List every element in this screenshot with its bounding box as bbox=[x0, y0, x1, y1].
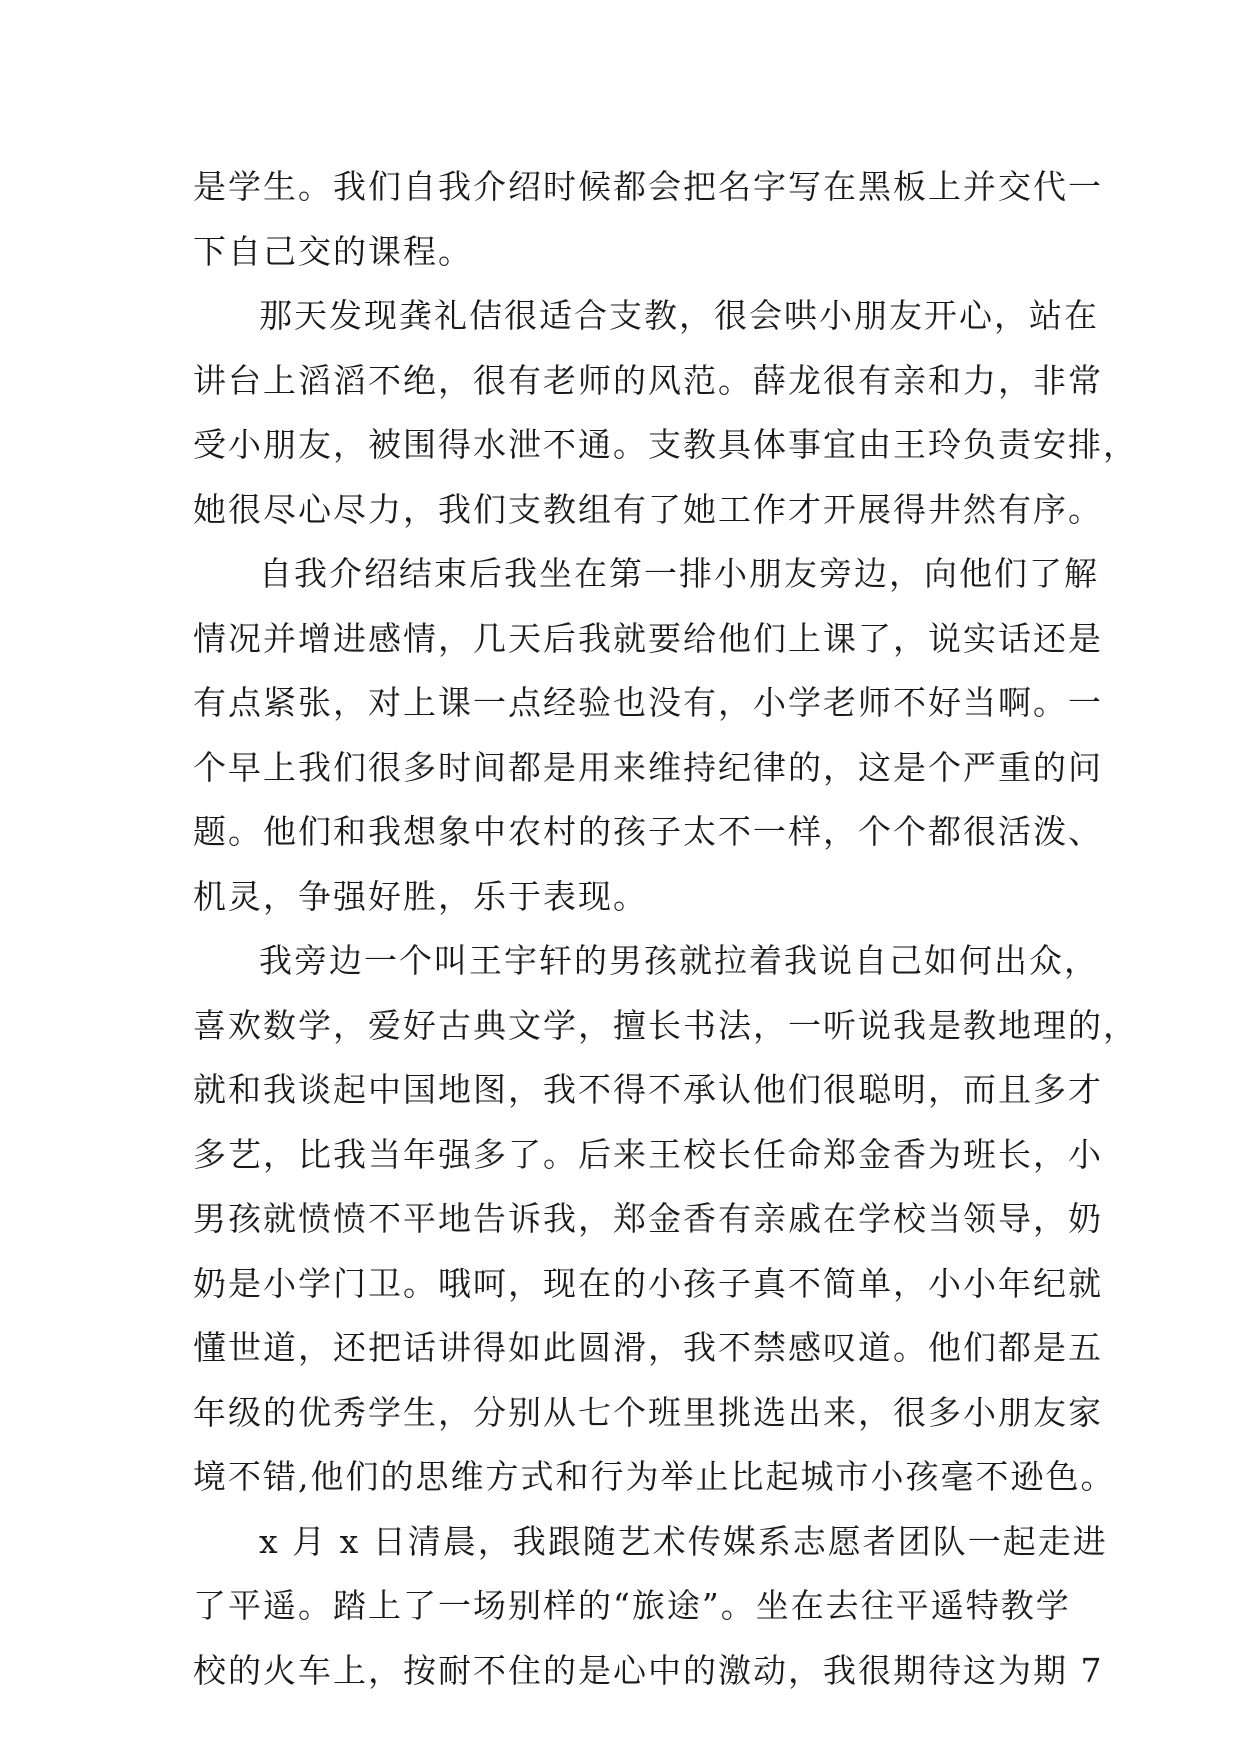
text-line: 有点紧张，对上课一点经验也没有，小学老师不好当啊。一 bbox=[193, 683, 1103, 722]
text-line: 我旁边一个叫王宇轩的男孩就拉着我说自己如何出众， bbox=[259, 941, 1099, 980]
text-line: 喜欢数学，爱好古典文学，擅长书法，一听说我是教地理的， bbox=[193, 1005, 1138, 1045]
text-line: 自我介绍结束后我坐在第一排小朋友旁边，向他们了解 bbox=[259, 554, 1099, 593]
document-body bbox=[193, 155, 1138, 1703]
text-line: 个早上我们很多时间都是用来维持纪律的，这是个严重的问 bbox=[193, 747, 1103, 787]
text-line: 懂世道，还把话讲得如此圆滑，我不禁感叹道。他们都是五 bbox=[193, 1328, 1103, 1367]
text-line: 机灵，争强好胜，乐于表现。 bbox=[193, 876, 648, 916]
text-line: 那天发现龚礼佶很适合支教，很会哄小朋友开心，站在 bbox=[259, 296, 1099, 335]
text-line: 题。他们和我想象中农村的孩子太不一样，个个都很活泼、 bbox=[193, 812, 1103, 851]
text-line: 下自己交的课程。 bbox=[193, 231, 473, 271]
text-line: 了平遥。踏上了一场别样的“旅途”。坐在去往平遥特教学 bbox=[193, 1586, 1071, 1625]
text-line: 是学生。我们自我介绍时候都会把名字写在黑板上并交代一 bbox=[193, 167, 1103, 206]
text-line: 讲台上滔滔不绝，很有老师的风范。薛龙很有亲和力，非常 bbox=[193, 360, 1103, 400]
text-line: 受小朋友，被围得水泄不通。支教具体事宜由王玲负责安排， bbox=[193, 425, 1138, 464]
text-line: 情况并增进感情，几天后我就要给他们上课了，说实话还是 bbox=[193, 618, 1103, 658]
text-line: 奶是小学门卫。哦呵，现在的小孩子真不简单，小小年纪就 bbox=[193, 1263, 1103, 1303]
text-line: 年级的优秀学生，分别从七个班里挑选出来，很多小朋友家 bbox=[193, 1392, 1103, 1432]
text-line: 境不错,他们的思维方式和行为举止比起城市小孩毫不逊色。 bbox=[193, 1457, 1116, 1496]
text-line: 她很尽心尽力，我们支教组有了她工作才开展得井然有序。 bbox=[193, 489, 1103, 529]
text-line: 就和我谈起中国地图，我不得不承认他们很聪明，而且多才 bbox=[193, 1070, 1103, 1109]
text-line: 多艺，比我当年强多了。后来王校长任命郑金香为班长，小 bbox=[193, 1134, 1103, 1174]
text-line: 男孩就愤愤不平地告诉我，郑金香有亲戚在学校当领导，奶 bbox=[193, 1199, 1103, 1238]
text-line: 校的火车上，按耐不住的是心中的激动，我很期待这为期 7 bbox=[193, 1650, 1104, 1690]
text-line: x 月 x 日清晨，我跟随艺术传媒系志愿者团队一起走进 bbox=[259, 1521, 1108, 1561]
